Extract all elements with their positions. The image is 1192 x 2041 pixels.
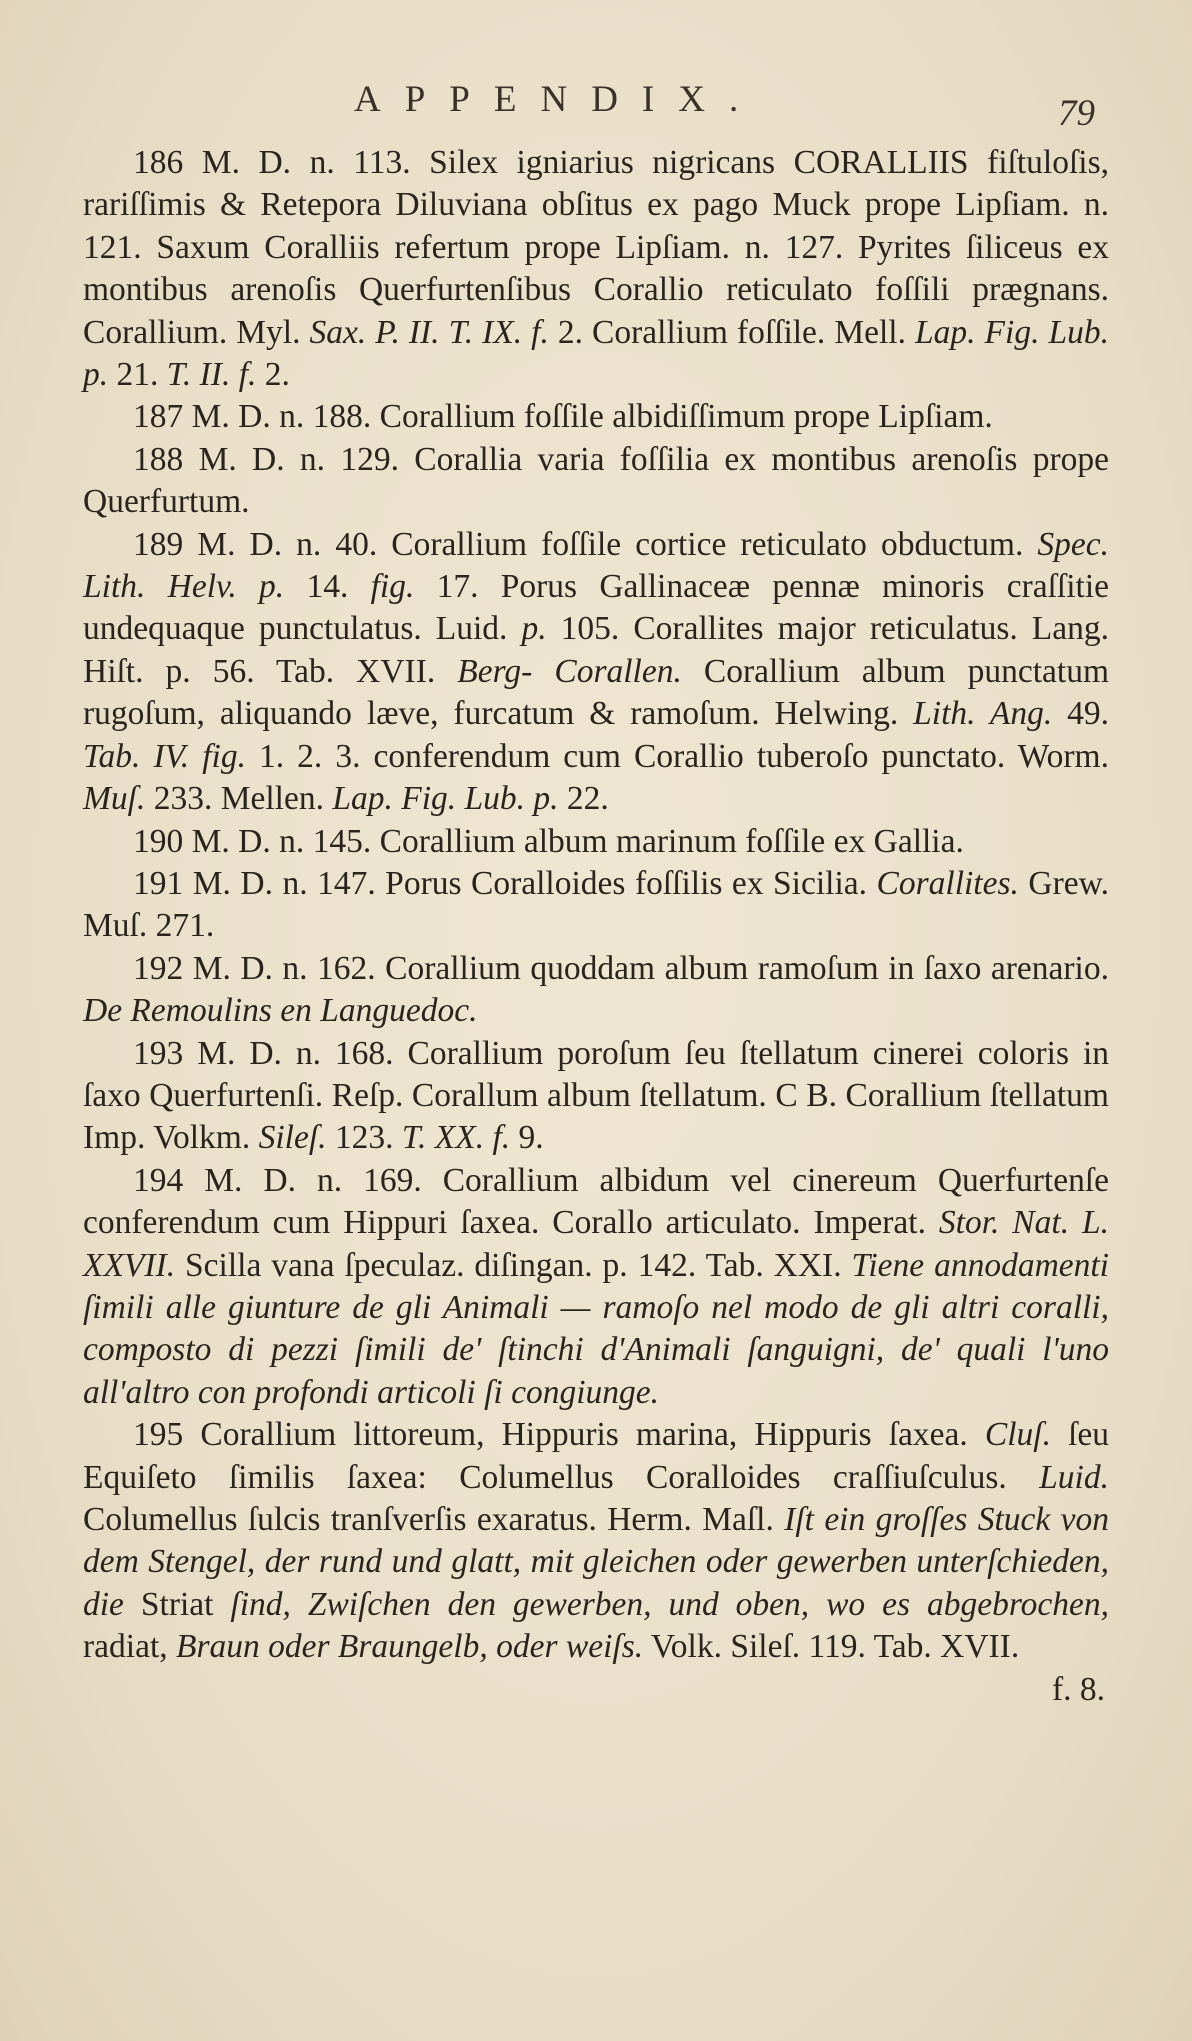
entry-text: 195 Corallium littoreum, Hippuris marina, Hippuris ſaxea. — [133, 1416, 985, 1454]
catalog-entry — [83, 948, 1109, 1033]
entry-italic-text: ſind, Zwiſchen den gewerben, und oben, wo es abgebrochen, — [230, 1585, 1109, 1623]
catalog-entry — [83, 821, 1109, 863]
catalog-entry — [83, 142, 1109, 396]
entry-text: 9. — [510, 1119, 544, 1157]
entry-text: ſeu Equiſeto ſimilis ſaxea: Columellus Coralloides craſſiuſculus. — [83, 1416, 1109, 1496]
running-head-title: APPENDIX. — [354, 79, 763, 120]
entry-text: Scilla vana ſpeculaz. diſingan. p. 142. Tab. XXI. — [175, 1246, 852, 1284]
entry-text: 123. — [326, 1119, 402, 1157]
entry-text: 17. Porus Gallinaceæ pennæ minoris craſſitie undequaque punctulatus. Luid. — [83, 568, 1109, 648]
entry-italic-text: Cluſ. — [984, 1416, 1051, 1454]
entry-text: 194 M. D. n. 169. Corallium albidum vel cinereum Querfurtenſe conferendum cum Hippuri ſaxea. Corallo articulato. Imperat. — [83, 1161, 1109, 1242]
entry-text: 188 M. D. n. 129. Corallia varia foſſilia ex montibus arenoſis prope Querfurtum. — [83, 440, 1109, 521]
catalog-entry — [83, 524, 1109, 821]
entry-text: 22. — [558, 780, 609, 818]
entry-italic-text: p. — [521, 610, 547, 648]
entry-text: Grew. Muſ. 271. — [83, 864, 1110, 945]
entry-text: 191 M. D. n. 147. Porus Coralloides foſſilis ex Sicilia. — [133, 864, 877, 902]
entry-italic-text: fig. — [370, 568, 415, 606]
catalog-entry — [83, 1160, 1109, 1414]
entry-italic-text: Sileſ. — [258, 1119, 327, 1157]
entry-text: 1. 2. 3. conferendum cum Corallio tuberoſo punctato. Worm. — [245, 737, 1109, 775]
entry-text: 192 M. D. n. 162. Corallium quoddam album ramoſum in ſaxo arenario. — [133, 949, 1109, 987]
catalog-entry — [83, 396, 1109, 438]
entry-text: 233. Mellen. — [145, 780, 333, 818]
entry-text: Volk. Sileſ. 119. Tab. XVII. — [643, 1628, 1020, 1666]
entry-italic-text: Lith. Ang. — [913, 695, 1053, 733]
body-text — [83, 142, 1109, 1711]
entry-text: 49. — [1052, 695, 1110, 733]
entry-text: 193 M. D. n. 168. Corallium poroſum ſeu ſtellatum cinerei coloris in ſaxo Querfurtenſi. Reſp. Corallum album ſtellatum. C B. Corallium ſtellatum Imp. Volkm. — [83, 1034, 1109, 1157]
catalog-entry — [83, 863, 1109, 948]
catalog-entry — [83, 439, 1109, 524]
entry-text: 105. Corallites major reticulatus. Lang. Hiſt. p. 56. Tab. XVII. — [83, 610, 1109, 690]
entry-italic-text: Lap. Fig. Lub. p. — [332, 780, 559, 818]
entry-italic-text: Stor. Nat. L. XXVII. — [83, 1204, 1109, 1284]
entry-text: Corallium album punctatum rugoſum, aliquando læve, furcatum & ramoſum. Helwing. — [83, 652, 1109, 733]
entry-italic-text: Spec. Lith. Helv. p. — [83, 525, 1109, 606]
entry-italic-text: Braun oder Braungelb, oder weiſs. — [176, 1628, 644, 1666]
entry-text: 190 M. D. n. 145. Corallium album marinum foſſile ex Gallia. — [133, 822, 964, 860]
closing-reference: f. 8. — [1051, 1670, 1105, 1708]
entry-italic-text: Muſ. — [83, 780, 146, 818]
entry-text: 186 M. D. n. 113. Silex igniarius nigricans CORALLIIS fiſtuloſis, rariſſimis & Retepora Diluviana obſitus ex pago Muck prope Lipſiam. n. 121. Saxum Coralliis refertum prope Lipſiam. n. 127. Pyrites ſiliceus ex montibus arenoſis Querfurtenſibus Corallio reticulato foſſili prægnans. Corallium. Myl. — [83, 144, 1109, 351]
entry-italic-text: Sax. P. II. T. IX. f. — [309, 313, 549, 351]
entry-text: 2. — [256, 356, 290, 394]
entry-text: radiat, — [83, 1628, 177, 1666]
entry-italic-text: Berg- Corallen. — [457, 652, 682, 690]
entry-italic-text: De Remoulins en Languedoc. — [83, 992, 478, 1030]
running-head — [0, 78, 1192, 138]
entry-italic-text: Luid. — [1039, 1458, 1109, 1496]
catalog-entry — [83, 1033, 1109, 1160]
page-number: 79 — [1058, 93, 1095, 134]
entry-italic-text: Corallites. — [876, 864, 1019, 902]
entry-text: Columellus ſulcis tranſverſis exaratus. Herm. Maſl. — [83, 1501, 785, 1538]
entry-italic-text: Lap. Fig. Lub. p. — [83, 313, 1109, 394]
entry-text: 187 M. D. n. 188. Corallium foſſile albidiſſimum prope Lipſiam. — [133, 398, 993, 436]
entry-text: 189 M. D. n. 40. Corallium foſſile cortice reticulato obductum. — [133, 525, 1038, 563]
entry-italic-text: T. XX. f. — [401, 1119, 511, 1157]
entry-italic-text: T. II. f. — [166, 356, 257, 394]
entry-text: Striat — [123, 1585, 231, 1623]
entry-italic-text: Tab. IV. fig. — [83, 737, 246, 775]
catalog-entry — [83, 1414, 1109, 1668]
entry-italic-text: Iſt ein groſſes Stuck von dem Stengel, der rund und glatt, mit gleichen oder gewerben unterſchieden, die — [83, 1501, 1109, 1623]
entry-italic-text: Tiene annodamenti ſimili alle giunture de gli Animali — ramoſo nel modo de gli altri coralli, composto di pezzi ſimili de' ſtinchi d'Animali ſanguigni, de' quali l'uno all'altro con profondi articoli ſi congiunge. — [83, 1246, 1109, 1411]
entry-text: 14. — [284, 568, 371, 606]
entry-text: 21. — [108, 356, 167, 394]
entry-text: 2. Corallium foſſile. Mell. — [548, 313, 916, 351]
